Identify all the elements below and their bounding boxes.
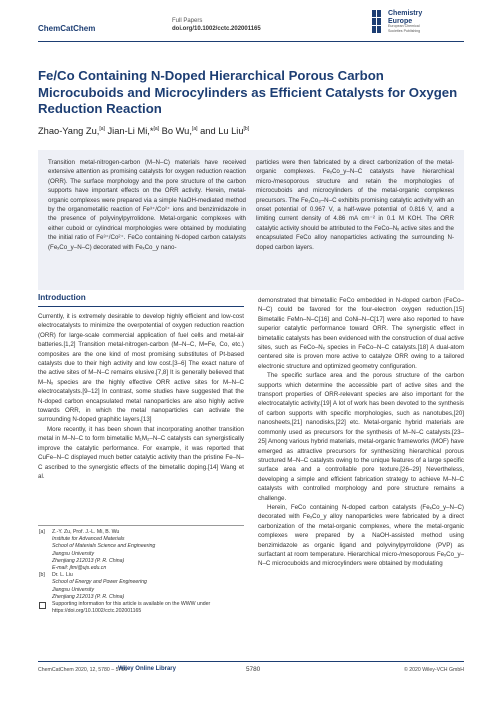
abstract-right-column: particles were then fabricated by a direct carbonization of the metal-organic complexes. FeₓCo_y–N–C catalysts have hierarchical micro-/mesoporous structure and retain the morphologies of microcuboids and microcylinders of the metal-organic complexes precursors. The Fe₁Co₃–N–C exhibits promising catalytic activity with an onset potential of 0.967 V, a half-wave potential of 0.816 V, and a limiting current density of 4.86 mA cm⁻² in 0.1 M KOH. The ORR catalytic activity should be attributed to the FeCo–Nₓ active sites and the encapsulated FeCo alloy nanoparticles activating the surrounding N-doped carbon layers. [256, 159, 454, 251]
page-number: 5780 [246, 666, 261, 673]
supporting-info-link[interactable]: https://doi.org/10.1002/cctc.202001165 [52, 608, 142, 615]
author-email-link[interactable]: E-mail: jlmi@ujs.edu.cn [52, 565, 107, 572]
article-doi-link[interactable]: doi.org/10.1002/cctc.202001165 [172, 26, 261, 32]
paragraph: The specific surface area and the porous structure of the carbon supports which determine the accessible part of active sites and the transport properties of ORR-relevant species are also important for the electrocatalytic activity.[19] A lot of work has been devoted to the synthesis of carbon supports with specific morphologies, such as nanotubes,[20] nanosheets,[21] nanodisks,[22] etc. Metal-organic hybrid materials are commonly used as precursors for the synthesis of M–N–C catalysts.[23–25] Among various hybrid materials, metal-organic frameworks (MOF) have emerged as attractive precursors for synthesizing hierarchical porous structured M–N–C catalysts owing to the unique features of a large specific surface area and a controllable pore texture.[26–29] Nevertheless, developing a simple and efficient fabrication strategy to achieve M–N–C catalysts with controlled morphology and pore structure remains a challenge. [258, 372, 464, 502]
author[interactable]: Zhao-Yang Zu,[a] [38, 126, 105, 137]
affiliations [38, 529, 244, 615]
author-list [38, 126, 249, 136]
copyright: © 2020 Wiley-VCH GmbH [403, 667, 464, 673]
body-right-column [258, 296, 464, 569]
abstract-box [38, 150, 464, 290]
publisher-logo [372, 10, 464, 38]
article-meta [172, 17, 261, 33]
header-divider [38, 41, 464, 42]
article-title: Fe/Co Containing N-Doped Hierarchical Porous Carbon Microcuboids and Microcylinders as Efficient Catalysts for Oxygen Reduction Reaction [38, 68, 458, 116]
section-heading-introduction: Introduction [38, 293, 86, 302]
author[interactable]: and Lu Liu[b] [200, 126, 250, 137]
wiley-online-library-link[interactable]: Wiley Online Library [118, 666, 176, 672]
publisher-name: Chemistry Europe [388, 10, 423, 25]
affiliation-b: [b] Dr. L. Liu School of Energy and Power Engineering Jiangsu University Zhenjiang 212013 (P. R. China) [39, 572, 147, 600]
citation: ChemCatChem 2020, 12, 5780 – 5786 [38, 667, 128, 673]
supporting-information: Supporting information for this article is available on the WWW under https://doi.org/10.1002/cctc.202001165 [38, 601, 244, 615]
affiliation-a: [a] Z.-Y. Zu, Prof. J.-L. Mi, B. Wu Institute for Advanced Materials School of Materials Science and Engineering Jiangsu University Zhenjiang 212013 (P. R. China) E-mail: jlmi@ujs.edu.cn [38, 529, 244, 572]
footer-divider [38, 661, 464, 662]
abstract-left-column: Transition metal-nitrogen-carbon (M–N–C) materials have received extensive attention as promising catalysts for oxygen reduction reaction (ORR). The surface morphology and the pore structure of the carbon supports have important effects on the ORR activity. Herein, metal-organic complexes were prepared via a simple NaOH-mediated method by the organometallic reaction of Fe³⁺/Co²⁺ ions and benzimidazole in the presence of polyvinylpyrrolidone. Metal-organic complexes with either cuboid or cylindrical morphologies were obtained by modulating the initial ratio of Fe³⁺/Co²⁺. FeCo containing N-doped carbon catalysts (FeₓCo_y–N–C) decorated with FeₓCo_y nano- [48, 159, 246, 251]
publisher-subtitle: European Chemical Societies Publishing [388, 24, 421, 33]
footnote-divider [38, 525, 244, 526]
journal-name: ChemCatChem [38, 24, 96, 33]
page-header [38, 8, 464, 40]
section-divider [38, 306, 244, 307]
body-left-column [38, 312, 244, 481]
paragraph: Currently, it is extremely desirable to develop highly efficient and low-cost electrocatalysts to minimize the overpotential of oxygen reduction reaction (ORR) for large-scale commercial application of fuel cells and metal-air batteries.[1,2] Transition metal-nitrogen-carbon (M–N–C, M=Fe, Co, etc.) composites are the one kind of most promising substitutes of Pt-based catalysts due to their high activity and low cost.[3–6] The exact nature of the active sites of M–N–C remains elusive.[7,8] It is generally believed that M–Nₓ species are the highly effective ORR active sites for M–N–C electrocatalysts.[9–12] In contrast, some studies have suggested that the N-doped carbon encapsulated metal nanoparticles are also highly active towards ORR, in which the metal nanoparticles can activate the surrounding N-doped graphitic layers.[13] [38, 313, 244, 424]
paragraph: Herein, FeCo containing N-doped carbon catalysts (FeₓCo_y–N–C) decorated with FeₓCo_y alloy nanoparticles were fabricated by a direct carbonization of the metal-organic complexes, where the metal-organic complexes were prepared by a NaOH-assisted method using benzimidazole as organic ligand and polyvinylpyrrolidone (PVP) as surfactant at room temperature. Hierarchical micro-/mesoporous FeₓCo_y–N–C microcuboids and microcylinders were obtained by modulating [258, 503, 464, 568]
author[interactable]: Bo Wu,[a] [161, 126, 198, 137]
publisher-logo-icon [372, 10, 385, 32]
article-type: Full Papers [172, 18, 203, 24]
paragraph: More recently, it has been shown that incorporating another transition metal in M–N–C to form bimetallic M₁M₂–N–C catalysts can synergistically improve the catalytic performance. For example, it was reported that CuFe–N–C displayed much better catalytic activity than the pristine Fe–N–C ascribed to the synergistic effects of the bimetallic doping.[14] Wang et al. [38, 425, 244, 480]
checkbox-icon [39, 602, 46, 609]
paragraph: demonstrated that bimetallic FeCo embedded in N-doped carbon (FeCo–N–C) could be favored for the four-electron oxygen reduction.[15] Bimetallic FeMn–N–C[16] and CoNi–N–C[17] were also reported to have superior catalytic performance toward ORR. The synergistic effect in bimetallic catalysts has been evidenced with the construction of dual active sites, such as FeCo–Nₓ species in FeCo–N–C catalysts.[18] A dual-atom centered site is proven more active to catalyze ORR owing to a tailored electronic structure and optimized geometry configuration. [258, 297, 464, 370]
author[interactable]: Jian-Li Mi,*[a] [107, 126, 160, 137]
